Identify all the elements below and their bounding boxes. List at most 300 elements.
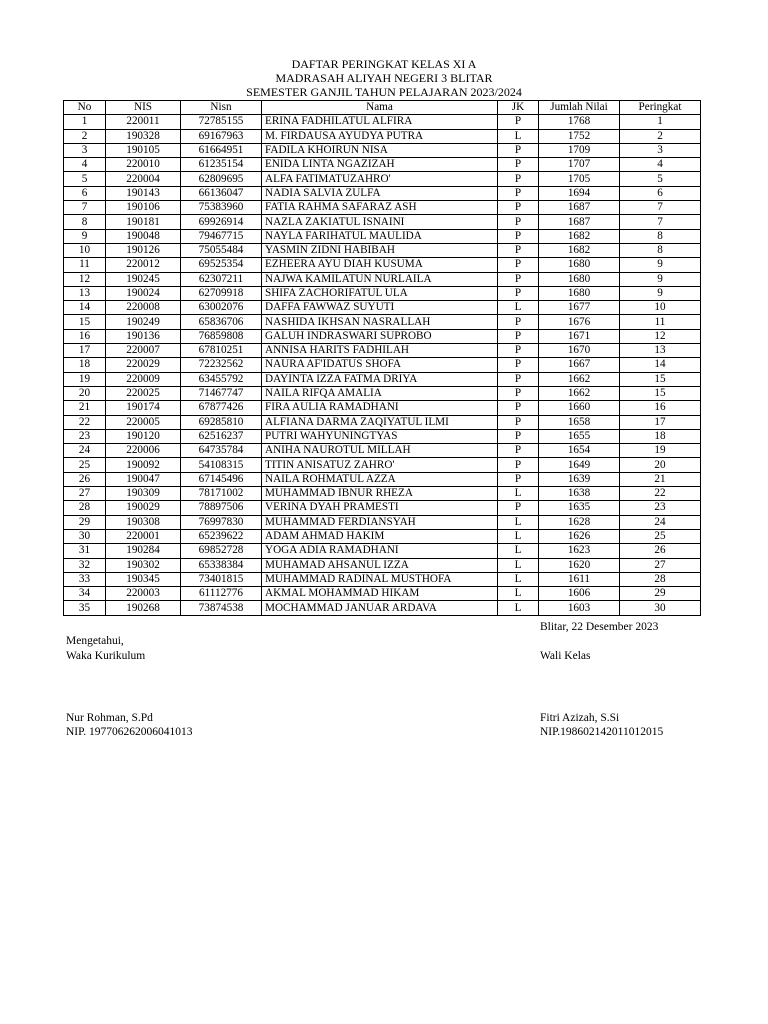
jumlah-nilai-cell: 1606	[539, 587, 620, 601]
nis-cell: 220005	[106, 415, 181, 429]
peringkat-cell: 8	[620, 243, 701, 257]
jk-cell: L	[498, 558, 539, 572]
table-row	[64, 501, 701, 515]
no-cell: 11	[64, 258, 106, 272]
no-cell: 15	[64, 315, 106, 329]
jumlah-nilai-cell: 1603	[539, 601, 620, 615]
nis-cell: 190309	[106, 487, 181, 501]
peringkat-cell: 29	[620, 587, 701, 601]
jumlah-nilai-cell: 1682	[539, 243, 620, 257]
table-row	[64, 601, 701, 615]
name-cell: NAURA AF'IDATUS SHOFA	[262, 358, 498, 372]
jumlah-nilai-cell: 1680	[539, 258, 620, 272]
peringkat-cell: 27	[620, 558, 701, 572]
no-cell: 20	[64, 386, 106, 400]
jumlah-nilai-cell: 1620	[539, 558, 620, 572]
table-row	[64, 229, 701, 243]
table-row	[64, 386, 701, 400]
jk-cell: L	[498, 601, 539, 615]
name-cell: NAYLA FARIHATUL MAULIDA	[262, 229, 498, 243]
jk-cell: P	[498, 444, 539, 458]
table-row	[64, 487, 701, 501]
table-row	[64, 344, 701, 358]
jumlah-nilai-cell: 1680	[539, 286, 620, 300]
name-cell: FIRA AULIA RAMADHANI	[262, 401, 498, 415]
wali-kelas-title: Wali Kelas	[540, 650, 591, 662]
nis-cell: 190120	[106, 429, 181, 443]
name-cell: FATIA RAHMA SAFARAZ ASH	[262, 201, 498, 215]
place-date: Blitar, 22 Desember 2023	[540, 621, 659, 633]
peringkat-cell: 23	[620, 501, 701, 515]
nis-cell: 190105	[106, 143, 181, 157]
name-cell: ADAM AHMAD HAKIM	[262, 529, 498, 543]
nisn-cell: 76997830	[181, 515, 262, 529]
jk-cell: P	[498, 243, 539, 257]
nisn-cell: 65836706	[181, 315, 262, 329]
no-cell: 33	[64, 572, 106, 586]
name-cell: ALFIANA DARMA ZAQIYATUL ILMI	[262, 415, 498, 429]
table-row	[64, 301, 701, 315]
table-row	[64, 272, 701, 286]
nis-cell: 190328	[106, 129, 181, 143]
name-cell: ALFA FATIMATUZAHRO'	[262, 172, 498, 186]
nisn-cell: 69852728	[181, 544, 262, 558]
nis-cell: 220012	[106, 258, 181, 272]
nisn-cell: 79467715	[181, 229, 262, 243]
name-cell: DAYINTA IZZA FATMA DRIYA	[262, 372, 498, 386]
jumlah-nilai-cell: 1660	[539, 401, 620, 415]
nis-cell: 190136	[106, 329, 181, 343]
nis-cell: 190092	[106, 458, 181, 472]
nisn-cell: 69525354	[181, 258, 262, 272]
table-row	[64, 129, 701, 143]
no-cell: 1	[64, 115, 106, 129]
nis-cell: 190024	[106, 286, 181, 300]
peringkat-cell: 7	[620, 201, 701, 215]
table-row	[64, 243, 701, 257]
no-cell: 30	[64, 529, 106, 543]
peringkat-cell: 20	[620, 458, 701, 472]
no-cell: 10	[64, 243, 106, 257]
nis-cell: 220007	[106, 344, 181, 358]
nisn-cell: 54108315	[181, 458, 262, 472]
jumlah-nilai-cell: 1658	[539, 415, 620, 429]
wali-kelas-nip: NIP.198602142011012015	[540, 726, 664, 738]
nis-cell: 190284	[106, 544, 181, 558]
table-row	[64, 515, 701, 529]
nisn-cell: 72785155	[181, 115, 262, 129]
no-cell: 18	[64, 358, 106, 372]
no-cell: 25	[64, 458, 106, 472]
jumlah-nilai-cell: 1682	[539, 229, 620, 243]
acknowledged-label: Mengetahui,	[66, 635, 124, 647]
jumlah-nilai-cell: 1709	[539, 143, 620, 157]
no-cell: 12	[64, 272, 106, 286]
jumlah-nilai-cell: 1670	[539, 344, 620, 358]
jk-cell: P	[498, 272, 539, 286]
no-cell: 2	[64, 129, 106, 143]
peringkat-cell: 15	[620, 372, 701, 386]
jumlah-nilai-cell: 1662	[539, 372, 620, 386]
name-cell: MUHAMAD AHSANUL IZZA	[262, 558, 498, 572]
jumlah-nilai-cell: 1626	[539, 529, 620, 543]
nisn-cell: 76859808	[181, 329, 262, 343]
nisn-cell: 67810251	[181, 344, 262, 358]
name-cell: SHIFA ZACHORIFATUL ULA	[262, 286, 498, 300]
peringkat-cell: 25	[620, 529, 701, 543]
peringkat-cell: 11	[620, 315, 701, 329]
nis-cell: 220006	[106, 444, 181, 458]
table-row	[64, 472, 701, 486]
column-header-nisn: Nisn	[181, 101, 262, 115]
no-cell: 13	[64, 286, 106, 300]
header-semester: SEMESTER GANJIL TAHUN PELAJARAN 2023/2024	[246, 85, 522, 99]
table-row	[64, 529, 701, 543]
ranking-table	[63, 100, 701, 616]
jk-cell: P	[498, 401, 539, 415]
name-cell: FADILA KHOIRUN NISA	[262, 143, 498, 157]
nisn-cell: 67145496	[181, 472, 262, 486]
no-cell: 31	[64, 544, 106, 558]
jumlah-nilai-cell: 1677	[539, 301, 620, 315]
table-row	[64, 258, 701, 272]
jumlah-nilai-cell: 1635	[539, 501, 620, 515]
nisn-cell: 61112776	[181, 587, 262, 601]
jk-cell: P	[498, 201, 539, 215]
waka-kurikulum-title: Waka Kurikulum	[66, 650, 146, 662]
nis-cell: 220011	[106, 115, 181, 129]
peringkat-cell: 21	[620, 472, 701, 486]
nisn-cell: 62516237	[181, 429, 262, 443]
no-cell: 22	[64, 415, 106, 429]
peringkat-cell: 1	[620, 115, 701, 129]
nis-cell: 190249	[106, 315, 181, 329]
nis-cell: 190308	[106, 515, 181, 529]
peringkat-cell: 18	[620, 429, 701, 443]
jk-cell: P	[498, 329, 539, 343]
wali-kelas-name: Fitri Azizah, S.Si	[540, 712, 620, 724]
name-cell: VERINA DYAH PRAMESTI	[262, 501, 498, 515]
no-cell: 7	[64, 201, 106, 215]
jk-cell: P	[498, 215, 539, 229]
nis-cell: 190143	[106, 186, 181, 200]
table-row	[64, 172, 701, 186]
nisn-cell: 72232562	[181, 358, 262, 372]
jumlah-nilai-cell: 1623	[539, 544, 620, 558]
name-cell: ANIHA NAUROTUL MILLAH	[262, 444, 498, 458]
nis-cell: 190048	[106, 229, 181, 243]
table-row	[64, 415, 701, 429]
nis-cell: 220003	[106, 587, 181, 601]
table-row	[64, 444, 701, 458]
peringkat-cell: 2	[620, 129, 701, 143]
name-cell: DAFFA FAWWAZ SUYUTI	[262, 301, 498, 315]
jumlah-nilai-cell: 1687	[539, 215, 620, 229]
peringkat-cell: 16	[620, 401, 701, 415]
peringkat-cell: 5	[620, 172, 701, 186]
name-cell: NADIA SALVIA ZULFA	[262, 186, 498, 200]
jk-cell: P	[498, 258, 539, 272]
name-cell: NASHIDA IKHSAN NASRALLAH	[262, 315, 498, 329]
header-title: DAFTAR PERINGKAT KELAS XI A	[291, 57, 477, 71]
jumlah-nilai-cell: 1752	[539, 129, 620, 143]
table-row	[64, 115, 701, 129]
jk-cell: P	[498, 286, 539, 300]
nisn-cell: 63002076	[181, 301, 262, 315]
nis-cell: 190106	[106, 201, 181, 215]
table-row	[64, 372, 701, 386]
table-row	[64, 544, 701, 558]
no-cell: 32	[64, 558, 106, 572]
jk-cell: L	[498, 301, 539, 315]
name-cell: GALUH INDRASWARI SUPROBO	[262, 329, 498, 343]
jk-cell: L	[498, 587, 539, 601]
jumlah-nilai-cell: 1628	[539, 515, 620, 529]
jumlah-nilai-cell: 1638	[539, 487, 620, 501]
waka-kurikulum-nip: NIP. 197706262006041013	[66, 726, 193, 738]
name-cell: ERINA FADHILATUL ALFIRA	[262, 115, 498, 129]
jk-cell: P	[498, 229, 539, 243]
nisn-cell: 71467747	[181, 386, 262, 400]
nis-cell: 190174	[106, 401, 181, 415]
column-header-nis: NIS	[106, 101, 181, 115]
jumlah-nilai-cell: 1611	[539, 572, 620, 586]
peringkat-cell: 28	[620, 572, 701, 586]
name-cell: MUHAMMAD RADINAL MUSTHOFA	[262, 572, 498, 586]
no-cell: 19	[64, 372, 106, 386]
table-row	[64, 429, 701, 443]
no-cell: 34	[64, 587, 106, 601]
nisn-cell: 69926914	[181, 215, 262, 229]
table-row	[64, 286, 701, 300]
peringkat-cell: 12	[620, 329, 701, 343]
column-header-peringkat: Peringkat	[620, 101, 701, 115]
jumlah-nilai-cell: 1667	[539, 358, 620, 372]
peringkat-cell: 13	[620, 344, 701, 358]
jumlah-nilai-cell: 1662	[539, 386, 620, 400]
peringkat-cell: 9	[620, 272, 701, 286]
jumlah-nilai-cell: 1705	[539, 172, 620, 186]
peringkat-cell: 30	[620, 601, 701, 615]
peringkat-cell: 6	[620, 186, 701, 200]
name-cell: MOCHAMMAD JANUAR ARDAVA	[262, 601, 498, 615]
name-cell: NAILA RIFQA AMALIA	[262, 386, 498, 400]
table-row	[64, 401, 701, 415]
name-cell: M. FIRDAUSA AYUDYA PUTRA	[262, 129, 498, 143]
nis-cell: 220025	[106, 386, 181, 400]
jk-cell: P	[498, 458, 539, 472]
nis-cell: 190047	[106, 472, 181, 486]
table-row	[64, 329, 701, 343]
jk-cell: P	[498, 386, 539, 400]
nisn-cell: 66136047	[181, 186, 262, 200]
peringkat-cell: 10	[620, 301, 701, 315]
no-cell: 29	[64, 515, 106, 529]
nis-cell: 220010	[106, 158, 181, 172]
nis-cell: 190302	[106, 558, 181, 572]
name-cell: MUHAMMAD IBNUR RHEZA	[262, 487, 498, 501]
jk-cell: P	[498, 415, 539, 429]
nis-cell: 190029	[106, 501, 181, 515]
jumlah-nilai-cell: 1671	[539, 329, 620, 343]
column-header-nama: Nama	[262, 101, 498, 115]
nisn-cell: 78897506	[181, 501, 262, 515]
no-cell: 27	[64, 487, 106, 501]
no-cell: 6	[64, 186, 106, 200]
nisn-cell: 69167963	[181, 129, 262, 143]
no-cell: 17	[64, 344, 106, 358]
jk-cell: P	[498, 358, 539, 372]
name-cell: YASMIN ZIDNI HABIBAH	[262, 243, 498, 257]
jk-cell: L	[498, 544, 539, 558]
table-row	[64, 458, 701, 472]
no-cell: 16	[64, 329, 106, 343]
no-cell: 35	[64, 601, 106, 615]
no-cell: 24	[64, 444, 106, 458]
jk-cell: L	[498, 129, 539, 143]
jk-cell: P	[498, 429, 539, 443]
jk-cell: P	[498, 186, 539, 200]
header-school: MADRASAH ALIYAH NEGERI 3 BLITAR	[275, 71, 493, 85]
nisn-cell: 65338384	[181, 558, 262, 572]
nisn-cell: 61235154	[181, 158, 262, 172]
jumlah-nilai-cell: 1707	[539, 158, 620, 172]
table-row	[64, 587, 701, 601]
no-cell: 21	[64, 401, 106, 415]
jk-cell: P	[498, 344, 539, 358]
table-row	[64, 558, 701, 572]
jumlah-nilai-cell: 1687	[539, 201, 620, 215]
table-row	[64, 572, 701, 586]
peringkat-cell: 9	[620, 286, 701, 300]
jk-cell: P	[498, 315, 539, 329]
peringkat-cell: 17	[620, 415, 701, 429]
nisn-cell: 73874538	[181, 601, 262, 615]
table-row	[64, 215, 701, 229]
peringkat-cell: 3	[620, 143, 701, 157]
nisn-cell: 73401815	[181, 572, 262, 586]
no-cell: 26	[64, 472, 106, 486]
no-cell: 4	[64, 158, 106, 172]
nisn-cell: 75383960	[181, 201, 262, 215]
name-cell: EZHEERA AYU DIAH KUSUMA	[262, 258, 498, 272]
name-cell: ENIDA LINTA NGAZIZAH	[262, 158, 498, 172]
name-cell: MUHAMMAD FERDIANSYAH	[262, 515, 498, 529]
peringkat-cell: 15	[620, 386, 701, 400]
nisn-cell: 69285810	[181, 415, 262, 429]
table-row	[64, 201, 701, 215]
peringkat-cell: 24	[620, 515, 701, 529]
jk-cell: P	[498, 372, 539, 386]
jk-cell: P	[498, 501, 539, 515]
name-cell: NAZLA ZAKIATUL ISNAINI	[262, 215, 498, 229]
document-header	[0, 57, 768, 99]
jk-cell: P	[498, 115, 539, 129]
peringkat-cell: 22	[620, 487, 701, 501]
nisn-cell: 61664951	[181, 143, 262, 157]
peringkat-cell: 26	[620, 544, 701, 558]
name-cell: NAILA ROHMATUL AZZA	[262, 472, 498, 486]
peringkat-cell: 7	[620, 215, 701, 229]
name-cell: NAJWA KAMILATUN NURLAILA	[262, 272, 498, 286]
no-cell: 3	[64, 143, 106, 157]
name-cell: YOGA ADIA RAMADHANI	[262, 544, 498, 558]
nisn-cell: 67877426	[181, 401, 262, 415]
jumlah-nilai-cell: 1680	[539, 272, 620, 286]
nis-cell: 190245	[106, 272, 181, 286]
table-header-row	[64, 101, 701, 115]
jk-cell: P	[498, 472, 539, 486]
column-header-no: No	[64, 101, 106, 115]
nis-cell: 190268	[106, 601, 181, 615]
jk-cell: L	[498, 515, 539, 529]
jk-cell: L	[498, 487, 539, 501]
nis-cell: 220001	[106, 529, 181, 543]
nisn-cell: 62307211	[181, 272, 262, 286]
jumlah-nilai-cell: 1639	[539, 472, 620, 486]
nis-cell: 220009	[106, 372, 181, 386]
name-cell: ANNISA HARITS FADHILAH	[262, 344, 498, 358]
no-cell: 28	[64, 501, 106, 515]
nisn-cell: 75055484	[181, 243, 262, 257]
table-row	[64, 186, 701, 200]
nisn-cell: 62809695	[181, 172, 262, 186]
nis-cell: 190126	[106, 243, 181, 257]
jumlah-nilai-cell: 1655	[539, 429, 620, 443]
jk-cell: L	[498, 529, 539, 543]
column-header-jk: JK	[498, 101, 539, 115]
no-cell: 9	[64, 229, 106, 243]
jumlah-nilai-cell: 1768	[539, 115, 620, 129]
jk-cell: P	[498, 143, 539, 157]
jumlah-nilai-cell: 1676	[539, 315, 620, 329]
table-row	[64, 143, 701, 157]
table-row	[64, 315, 701, 329]
nisn-cell: 62709918	[181, 286, 262, 300]
waka-kurikulum-name: Nur Rohman, S.Pd	[66, 712, 153, 724]
jumlah-nilai-cell: 1654	[539, 444, 620, 458]
table-row	[64, 158, 701, 172]
peringkat-cell: 19	[620, 444, 701, 458]
jk-cell: P	[498, 158, 539, 172]
table-row	[64, 358, 701, 372]
nis-cell: 220004	[106, 172, 181, 186]
nis-cell: 190345	[106, 572, 181, 586]
nisn-cell: 64735784	[181, 444, 262, 458]
jumlah-nilai-cell: 1649	[539, 458, 620, 472]
nis-cell: 190181	[106, 215, 181, 229]
no-cell: 5	[64, 172, 106, 186]
no-cell: 8	[64, 215, 106, 229]
jk-cell: P	[498, 172, 539, 186]
nisn-cell: 78171002	[181, 487, 262, 501]
ranking-table-body	[64, 115, 701, 615]
name-cell: PUTRI WAHYUNINGTYAS	[262, 429, 498, 443]
nisn-cell: 63455792	[181, 372, 262, 386]
peringkat-cell: 4	[620, 158, 701, 172]
nis-cell: 220029	[106, 358, 181, 372]
peringkat-cell: 8	[620, 229, 701, 243]
no-cell: 14	[64, 301, 106, 315]
peringkat-cell: 9	[620, 258, 701, 272]
peringkat-cell: 14	[620, 358, 701, 372]
nisn-cell: 65239622	[181, 529, 262, 543]
name-cell: TITIN ANISATUZ ZAHRO'	[262, 458, 498, 472]
no-cell: 23	[64, 429, 106, 443]
jk-cell: L	[498, 572, 539, 586]
name-cell: AKMAL MOHAMMAD HIKAM	[262, 587, 498, 601]
column-header-jumlah-nilai: Jumlah Nilai	[539, 101, 620, 115]
